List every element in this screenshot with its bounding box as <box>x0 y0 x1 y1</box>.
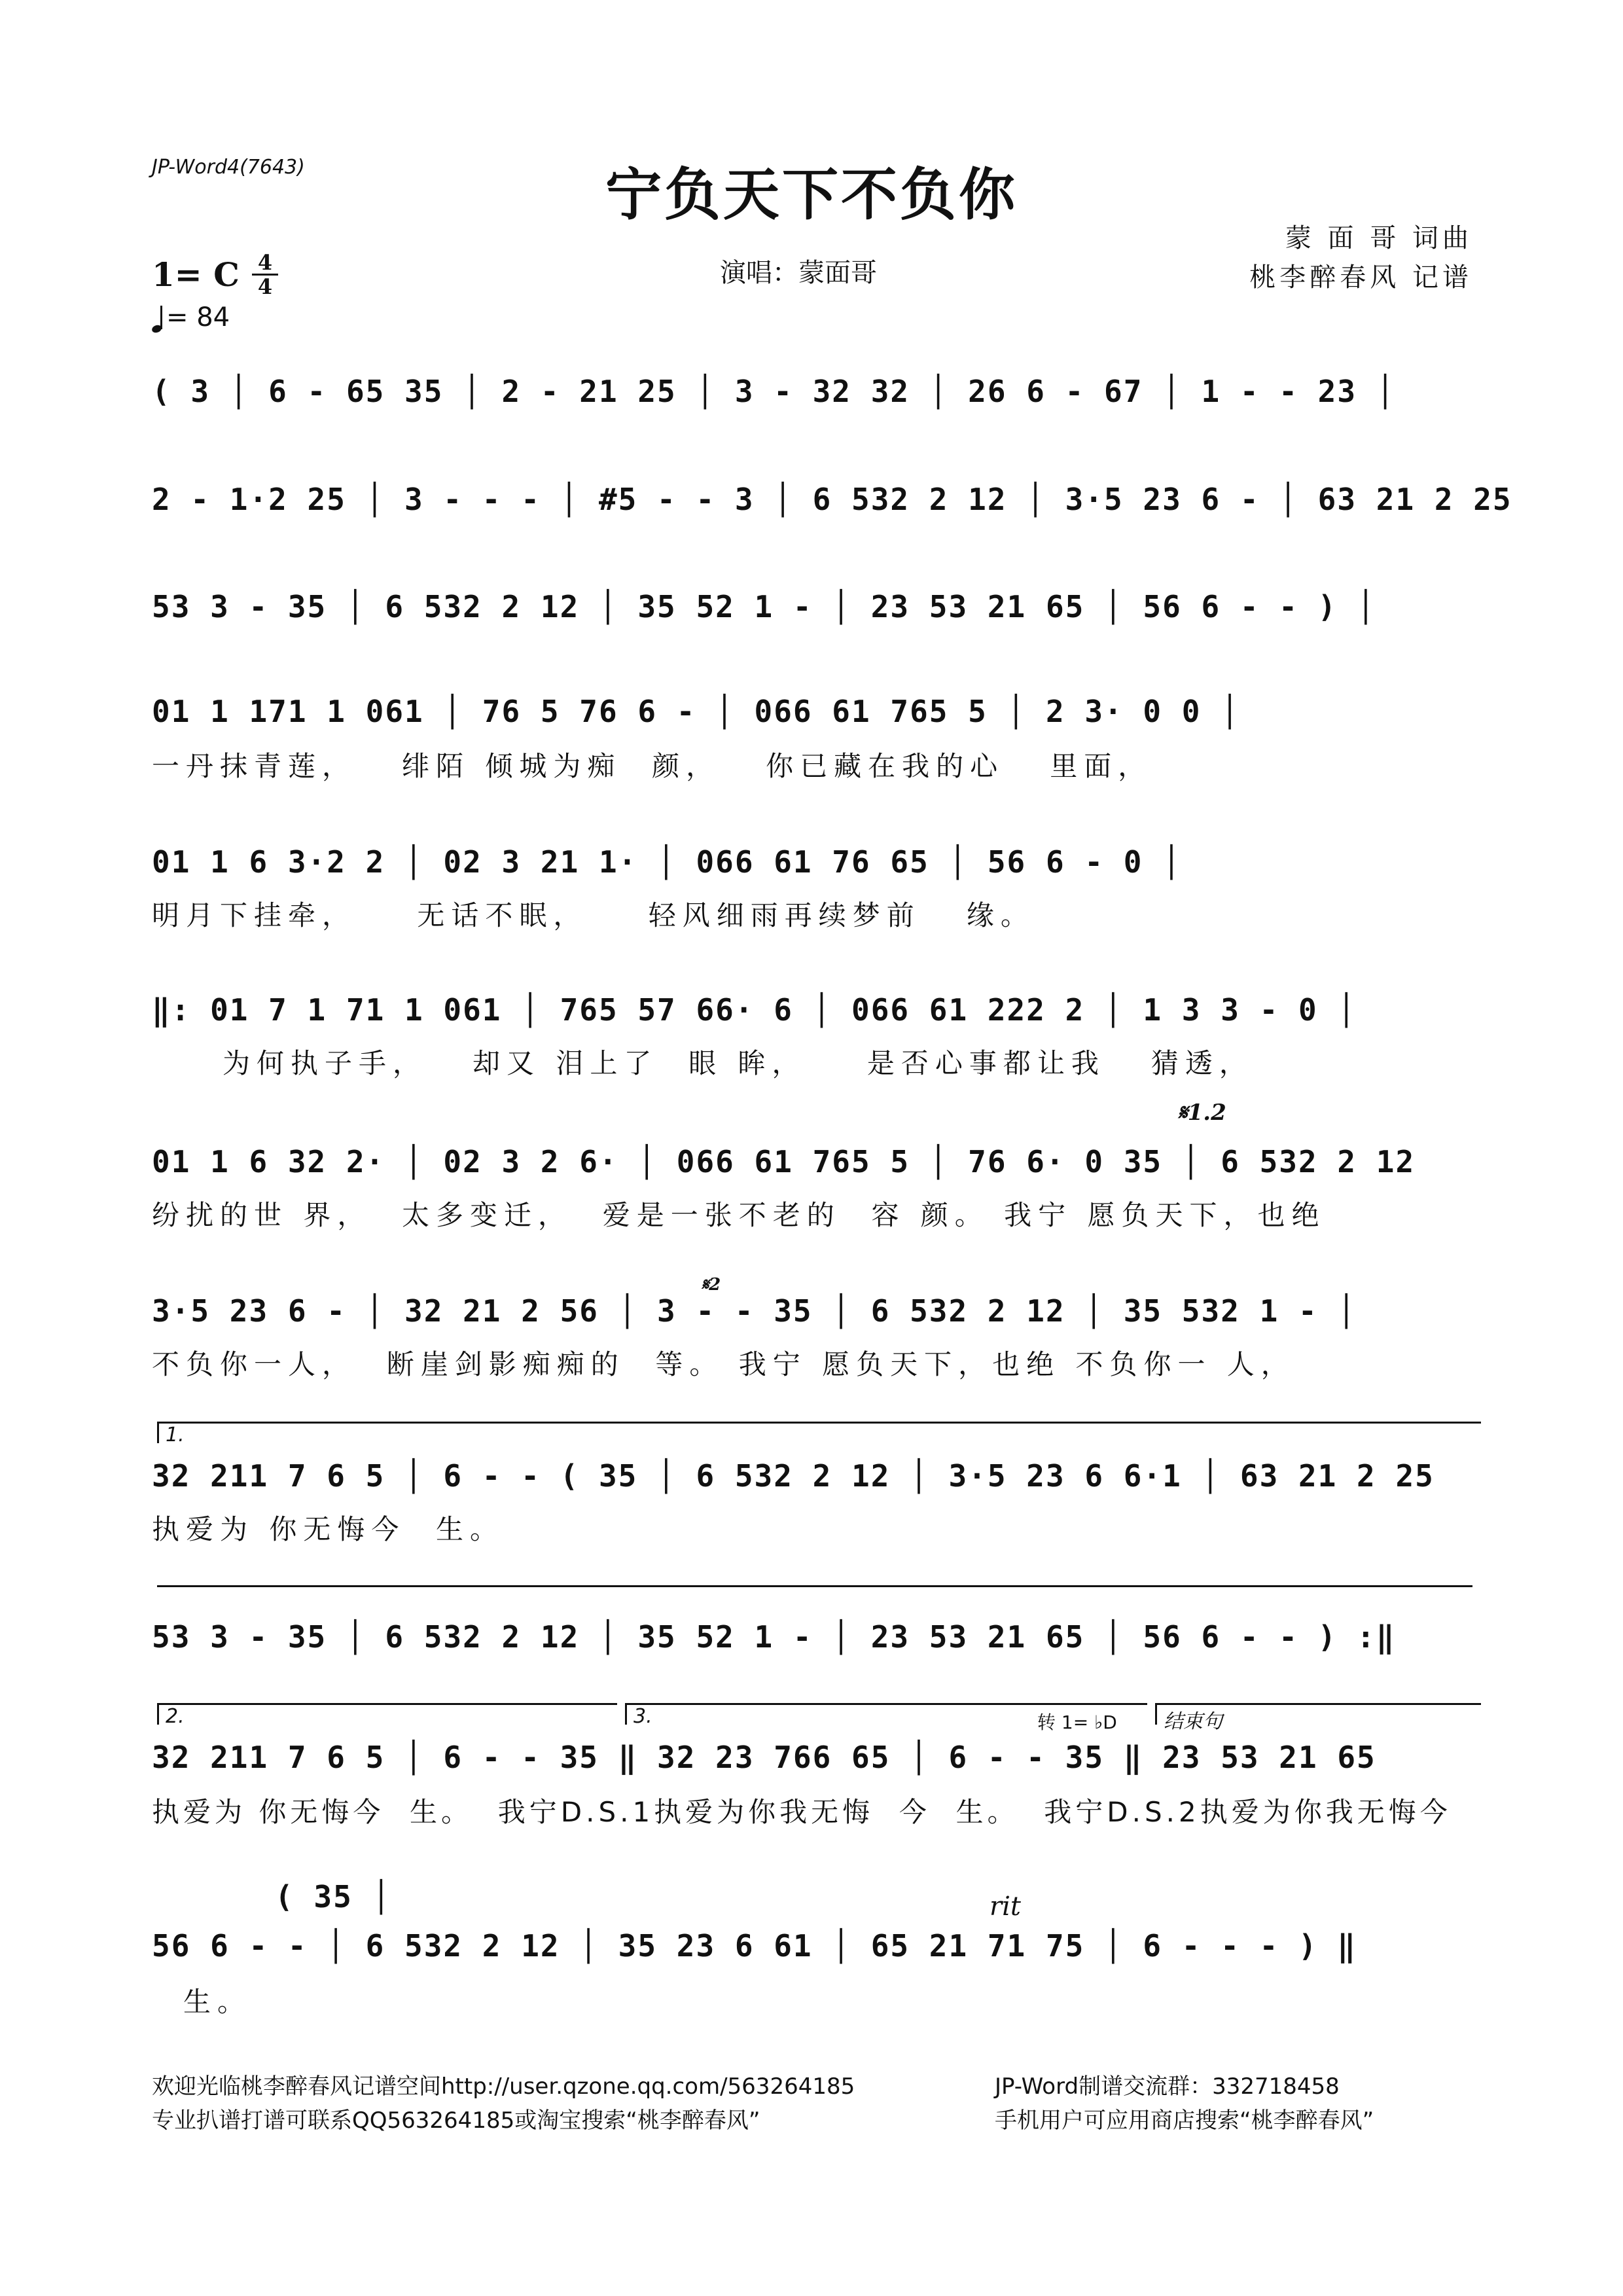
meter-top: 4 <box>257 250 273 275</box>
volta-2-bracket <box>157 1703 617 1728</box>
score-line-10: 53 3 - 35 │ 6 532 2 12 │ 35 52 1 - │ 23 53 21 65 │ 56 6 - - ) :‖ <box>152 1619 1396 1655</box>
time-signature <box>252 251 278 298</box>
lyrics-line-12: 生。 <box>183 1986 252 2018</box>
lyrics-line-7: 纷扰的世 界， 太多变迁， 爱是一张不老的 容 颜。 我宁 愿负天下，也绝 <box>152 1199 1326 1231</box>
key-change-label: 转 1= ♭D <box>1037 1712 1117 1733</box>
score-line-2: 2 - 1·2 25 │ 3 - - - │ #5 - - 3 │ 6 532 2 12 │ 3·5 23 6 - │ 63 21 2 25 <box>152 482 1512 517</box>
score-line-11: 32 211 7 6 5 │ 6 - - 35 ‖ 32 23 766 65 │ 6 - - 35 ‖ 23 53 21 65 <box>152 1740 1376 1775</box>
footer-group: JP-Word制谱交流群：332718458 <box>995 2073 1340 2100</box>
volta-1-label: 1. <box>166 1424 185 1446</box>
score-line-1: ( 3 │ 6 - 65 35 │ 2 - 21 25 │ 3 - 32 32 │ 26 6 - 67 │ 1 - - 23 │ <box>152 374 1396 409</box>
singer-label: 演唱：蒙面哥 <box>720 258 877 288</box>
tempo-value: = 84 <box>166 302 230 332</box>
score-line-4: 01 1 171 1 061 │ 76 5 76 6 - │ 066 61 765 5 │ 2 3· 0 0 │ <box>152 694 1240 729</box>
page-title: 宁负天下不负你 <box>605 162 1018 228</box>
pickup-notes: ( 35 │ <box>275 1879 392 1914</box>
segno-marker-1-2: 𝄋1.2 <box>1178 1100 1226 1126</box>
ending-label: 结束句 <box>1164 1710 1222 1733</box>
lyrics-line-8: 不负你一人， 断崖剑影痴痴的 等。 我宁 愿负天下，也绝 不负你一 人， <box>152 1348 1295 1380</box>
ritardando-marking: rit <box>990 1892 1021 1922</box>
credit-lyrics-music: 蒙 面 哥 词曲 <box>1285 223 1472 253</box>
volta-1-bracket <box>157 1422 1481 1446</box>
quarter-note-icon <box>152 306 164 332</box>
meter-bottom: 4 <box>252 274 278 298</box>
key-signature: 1= C <box>152 255 240 294</box>
lyrics-line-5: 明月下挂牵， 无话不眠， 轻风细雨再续梦前 缘。 <box>152 899 1035 931</box>
volta-3-label: 3. <box>633 1705 652 1728</box>
score-line-6: ‖: 01 7 1 71 1 061 │ 765 57 66· 6 │ 066 61 222 2 │ 1 3 3 - 0 │ <box>152 992 1357 1028</box>
lyrics-line-11: 执爱为 你无悔今 生。 我宁D.S.1执爱为你我无悔 今 生。 我宁D.S.2执爱为你我无悔今 <box>152 1796 1452 1828</box>
tempo-marking <box>152 302 230 332</box>
lyrics-line-9: 执爱为 你无悔今 生。 <box>152 1513 505 1545</box>
score-line-3: 53 3 - 35 │ 6 532 2 12 │ 35 52 1 - │ 23 53 21 65 │ 56 6 - - ) │ <box>152 589 1376 624</box>
segno-marker-2: 𝄋2 <box>702 1275 721 1295</box>
score-line-8: 3·5 23 6 - │ 32 21 2 56 │ 3 - - 35 │ 6 532 2 12 │ 35 532 1 - │ <box>152 1293 1357 1329</box>
volta-2-label: 2. <box>166 1705 185 1728</box>
volta-1-continuation <box>157 1585 1472 1587</box>
score-line-12: 56 6 - - │ 6 532 2 12 │ 35 23 6 61 │ 65 21 71 75 │ 6 - - - ) ‖ <box>152 1928 1357 1964</box>
footer-app-search: 手机用户可应用商店搜索“桃李醉春风” <box>995 2108 1374 2134</box>
footer-website: 欢迎光临桃李醉春风记谱空间http://user.qzone.qq.com/563264185 <box>152 2073 855 2100</box>
footer-contact: 专业扒谱打谱可联系QQ563264185或淘宝搜索“桃李醉春风” <box>152 2108 760 2134</box>
lyrics-line-6: 为何执子手， 却又 泪上了 眼 眸， 是否心事都让我 猜透， <box>223 1047 1253 1079</box>
lyrics-line-4: 一丹抹青莲， 绯陌 倾城为痴 颜， 你已藏在我的心 里面， <box>152 750 1152 782</box>
score-line-7: 01 1 6 32 2· │ 02 3 2 6· │ 066 61 765 5 │ 76 6· 0 35 │ 6 532 2 12 <box>152 1144 1416 1179</box>
ending-bracket <box>1155 1703 1481 1733</box>
score-line-9: 32 211 7 6 5 │ 6 - - ( 35 │ 6 532 2 12 │ 3·5 23 6 6·1 │ 63 21 2 25 <box>152 1458 1435 1494</box>
software-label: JP-Word4(7643) <box>152 156 305 179</box>
score-line-5: 01 1 6 3·2 2 │ 02 3 21 1· │ 066 61 76 65 │ 56 6 - 0 │ <box>152 844 1182 880</box>
credit-transcriber: 桃李醉春风 记谱 <box>1249 262 1472 293</box>
